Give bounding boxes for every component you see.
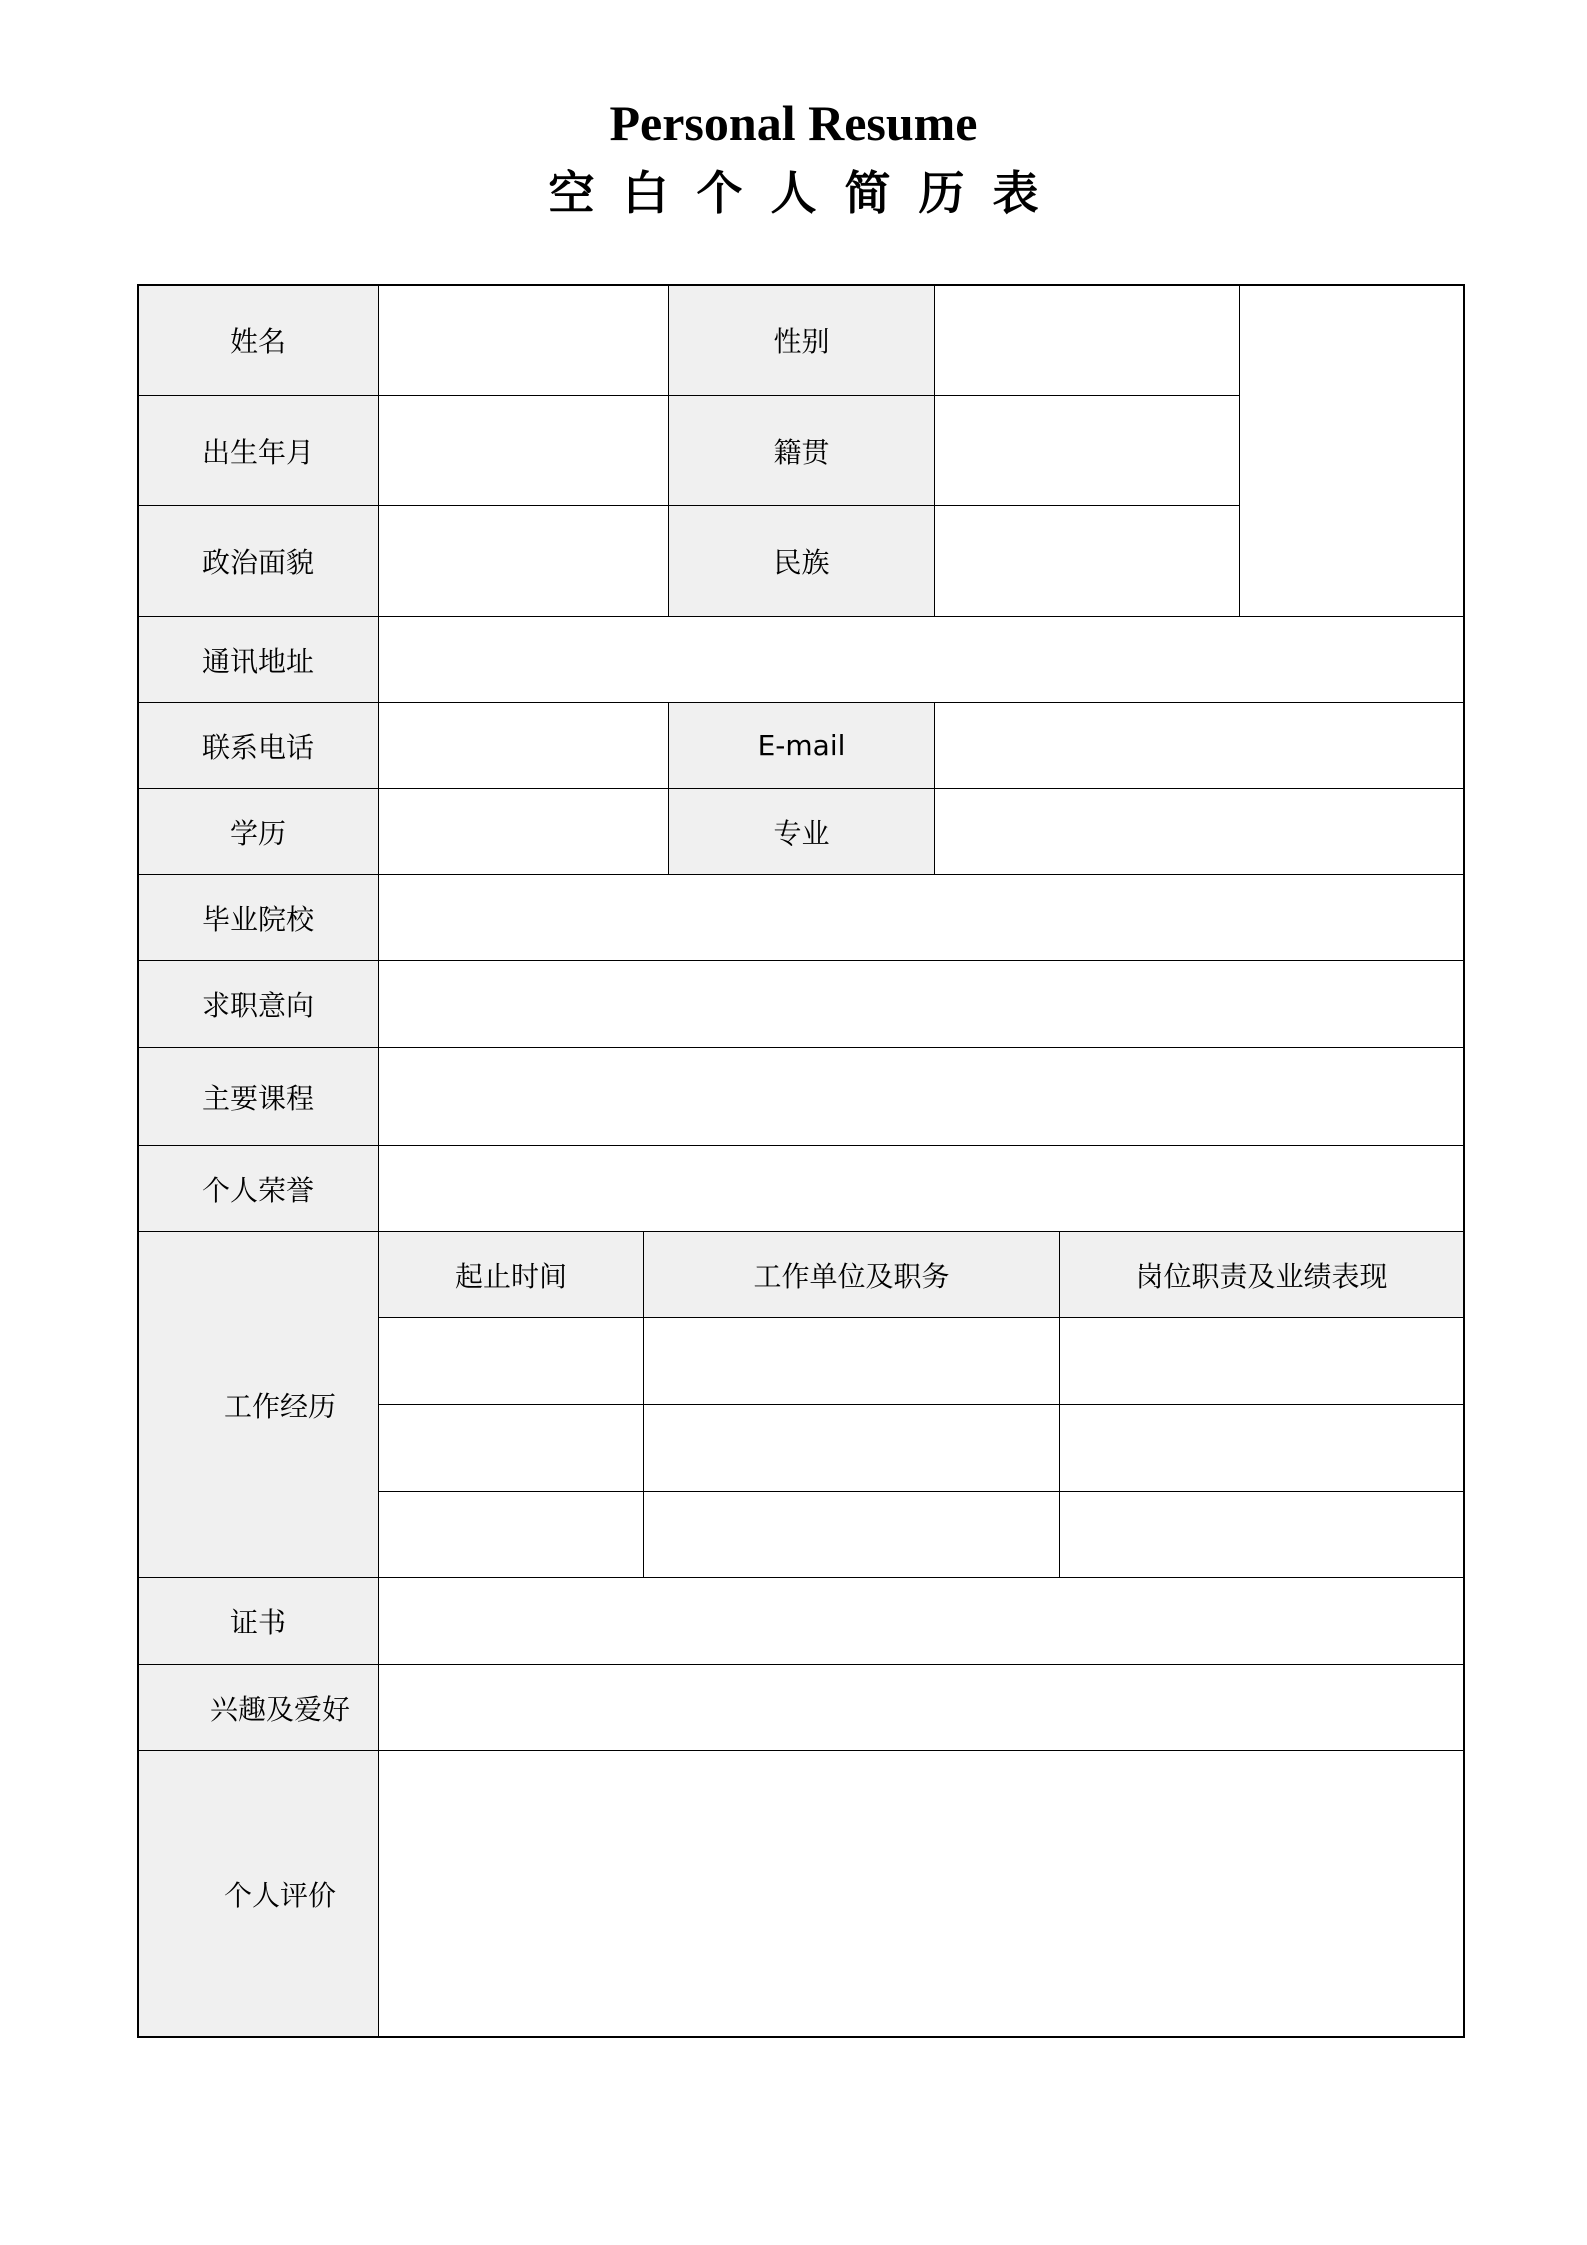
label-gender: 性别 (668, 284, 935, 396)
label-certificates: 证书 (137, 1577, 379, 1665)
honors-field[interactable] (378, 1145, 1464, 1232)
label-name: 姓名 (137, 284, 379, 396)
phone-field[interactable] (378, 702, 669, 789)
label-courses: 主要课程 (137, 1047, 379, 1146)
label-school: 毕业院校 (137, 874, 379, 961)
school-field[interactable] (378, 874, 1464, 961)
label-job-intention: 求职意向 (137, 960, 379, 1048)
job-intention-field[interactable] (378, 960, 1464, 1048)
title-english: Personal Resume (609, 95, 978, 151)
email-field[interactable] (934, 702, 1464, 789)
work-period-field[interactable] (378, 1491, 644, 1578)
native-place-field[interactable] (934, 395, 1240, 506)
photo-box[interactable] (1239, 284, 1464, 617)
label-birth: 出生年月 (137, 395, 379, 506)
major-field[interactable] (934, 788, 1464, 875)
label-hobbies: 兴趣及爱好 (137, 1664, 379, 1751)
work-header-duties: 岗位职责及业绩表现 (1059, 1231, 1464, 1318)
birth-field[interactable] (378, 395, 669, 506)
work-employer-field[interactable] (643, 1404, 1060, 1492)
certificates-field[interactable] (378, 1577, 1464, 1665)
work-duties-field[interactable] (1059, 1491, 1464, 1578)
work-period-field[interactable] (378, 1317, 644, 1405)
work-duties-field[interactable] (1059, 1404, 1464, 1492)
work-duties-field[interactable] (1059, 1317, 1464, 1405)
work-employer-field[interactable] (643, 1491, 1060, 1578)
label-work-experience: 工作经历 (137, 1231, 379, 1578)
label-political-status: 政治面貌 (137, 505, 379, 617)
courses-field[interactable] (378, 1047, 1464, 1146)
political-status-field[interactable] (378, 505, 669, 617)
work-period-field[interactable] (378, 1404, 644, 1492)
label-native-place: 籍贯 (668, 395, 935, 506)
address-field[interactable] (378, 616, 1464, 703)
label-address: 通讯地址 (137, 616, 379, 703)
label-honors: 个人荣誉 (137, 1145, 379, 1232)
label-phone: 联系电话 (137, 702, 379, 789)
gender-field[interactable] (934, 284, 1240, 396)
label-self-evaluation: 个人评价 (137, 1750, 379, 2037)
label-email: E-mail (668, 702, 935, 789)
work-employer-field[interactable] (643, 1317, 1060, 1405)
hobbies-field[interactable] (378, 1664, 1464, 1751)
title-chinese: 空白个人简历表 (548, 166, 1067, 220)
self-evaluation-field[interactable] (378, 1750, 1464, 2037)
education-field[interactable] (378, 788, 669, 875)
resume-form (138, 285, 1464, 2037)
work-header-employer: 工作单位及职务 (643, 1231, 1060, 1318)
work-header-period: 起止时间 (378, 1231, 644, 1318)
label-ethnicity: 民族 (668, 505, 935, 617)
ethnicity-field[interactable] (934, 505, 1240, 617)
name-field[interactable] (378, 284, 669, 396)
label-major: 专业 (668, 788, 935, 875)
label-education: 学历 (137, 788, 379, 875)
